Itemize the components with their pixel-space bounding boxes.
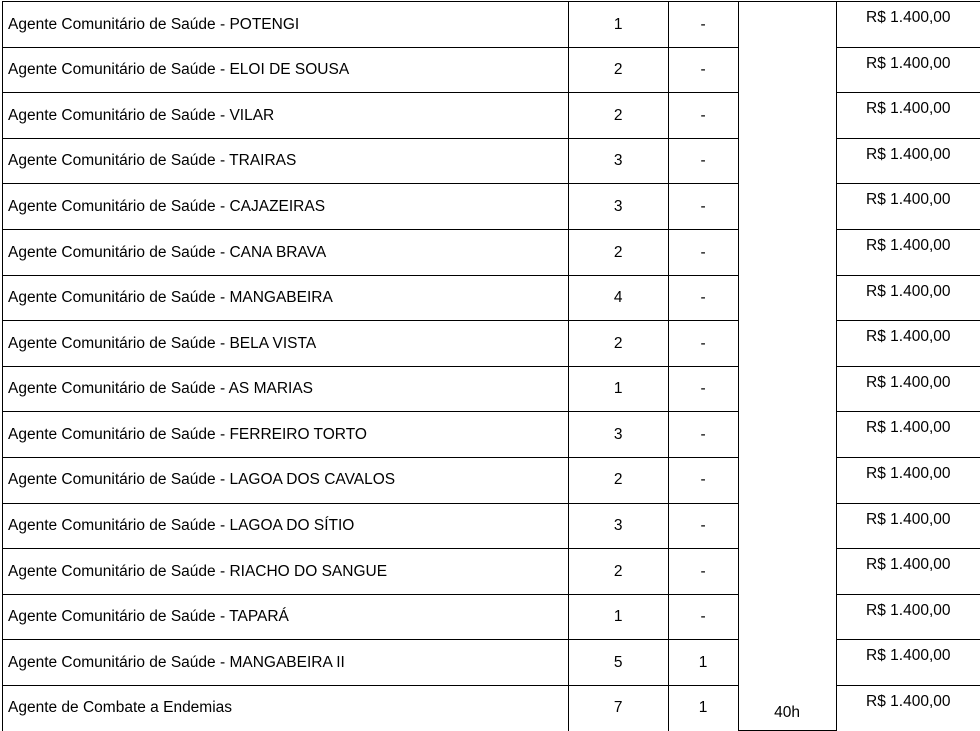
vagas-cell: 7 <box>568 685 668 730</box>
pcd-vagas-cell: - <box>668 366 738 412</box>
vencimento-cell: R$ 1.400,00 <box>836 594 980 640</box>
vencimento-cell: R$ 1.400,00 <box>836 47 980 93</box>
vencimento-cell: R$ 1.400,00 <box>836 457 980 503</box>
cargo-cell: Agente de Combate a Endemias <box>3 685 569 730</box>
pcd-vagas-cell: - <box>668 503 738 549</box>
carga-horaria-cell: 40h <box>738 2 836 731</box>
cargo-cell: Agente Comunitário de Saúde - LAGOA DO SÍTIO <box>3 503 569 549</box>
vencimento-cell: R$ 1.400,00 <box>836 275 980 321</box>
pcd-vagas-cell: - <box>668 229 738 275</box>
cargo-cell: Agente Comunitário de Saúde - TAPARÁ <box>3 594 569 640</box>
pcd-vagas-cell: 1 <box>668 685 738 730</box>
vagas-cell: 1 <box>568 2 668 48</box>
vagas-cell: 2 <box>568 47 668 93</box>
vagas-cell: 4 <box>568 275 668 321</box>
pcd-vagas-cell: - <box>668 412 738 458</box>
cargo-cell: Agente Comunitário de Saúde - VILAR <box>3 93 569 139</box>
vagas-cell: 2 <box>568 93 668 139</box>
vencimento-cell: R$ 1.400,00 <box>836 366 980 412</box>
vencimento-cell: R$ 1.400,00 <box>836 93 980 139</box>
pcd-vagas-cell: - <box>668 457 738 503</box>
vagas-cell: 1 <box>568 366 668 412</box>
table-row <box>3 2 980 48</box>
vagas-cell: 3 <box>568 184 668 230</box>
vagas-cell: 3 <box>568 412 668 458</box>
cargo-cell: Agente Comunitário de Saúde - AS MARIAS <box>3 366 569 412</box>
vencimento-cell: R$ 1.400,00 <box>836 412 980 458</box>
cargo-cell: Agente Comunitário de Saúde - ELOI DE SOUSA <box>3 47 569 93</box>
vencimento-cell: R$ 1.400,00 <box>836 2 980 48</box>
pcd-vagas-cell: - <box>668 47 738 93</box>
cargo-cell: Agente Comunitário de Saúde - MANGABEIRA II <box>3 640 569 686</box>
vencimento-cell: R$ 1.400,00 <box>836 184 980 230</box>
vencimento-cell: R$ 1.400,00 <box>836 229 980 275</box>
pcd-vagas-cell: - <box>668 594 738 640</box>
pcd-vagas-cell: - <box>668 2 738 48</box>
positions-table-body <box>3 2 980 731</box>
vencimento-cell: R$ 1.400,00 <box>836 321 980 367</box>
pcd-vagas-cell: - <box>668 321 738 367</box>
pcd-vagas-cell: - <box>668 184 738 230</box>
cargo-cell: Agente Comunitário de Saúde - CANA BRAVA <box>3 229 569 275</box>
cargo-cell: Agente Comunitário de Saúde - LAGOA DOS CAVALOS <box>3 457 569 503</box>
pcd-vagas-cell: - <box>668 138 738 184</box>
cargo-cell: Agente Comunitário de Saúde - BELA VISTA <box>3 321 569 367</box>
vagas-cell: 1 <box>568 594 668 640</box>
vagas-cell: 2 <box>568 549 668 595</box>
pcd-vagas-cell: 1 <box>668 640 738 686</box>
vagas-cell: 2 <box>568 457 668 503</box>
vagas-cell: 2 <box>568 321 668 367</box>
cargo-cell: Agente Comunitário de Saúde - RIACHO DO SANGUE <box>3 549 569 595</box>
pcd-vagas-cell: - <box>668 549 738 595</box>
vencimento-cell: R$ 1.400,00 <box>836 138 980 184</box>
positions-table <box>2 1 980 731</box>
vencimento-cell: R$ 1.400,00 <box>836 549 980 595</box>
vagas-cell: 3 <box>568 138 668 184</box>
cargo-cell: Agente Comunitário de Saúde - CAJAZEIRAS <box>3 184 569 230</box>
vagas-cell: 2 <box>568 229 668 275</box>
cargo-cell: Agente Comunitário de Saúde - MANGABEIRA <box>3 275 569 321</box>
pcd-vagas-cell: - <box>668 275 738 321</box>
vagas-cell: 3 <box>568 503 668 549</box>
cargo-cell: Agente Comunitário de Saúde - POTENGI <box>3 2 569 48</box>
vencimento-cell: R$ 1.400,00 <box>836 685 980 730</box>
pcd-vagas-cell: - <box>668 93 738 139</box>
vagas-cell: 5 <box>568 640 668 686</box>
cargo-cell: Agente Comunitário de Saúde - FERREIRO TORTO <box>3 412 569 458</box>
vencimento-cell: R$ 1.400,00 <box>836 640 980 686</box>
cargo-cell: Agente Comunitário de Saúde - TRAIRAS <box>3 138 569 184</box>
vencimento-cell: R$ 1.400,00 <box>836 503 980 549</box>
